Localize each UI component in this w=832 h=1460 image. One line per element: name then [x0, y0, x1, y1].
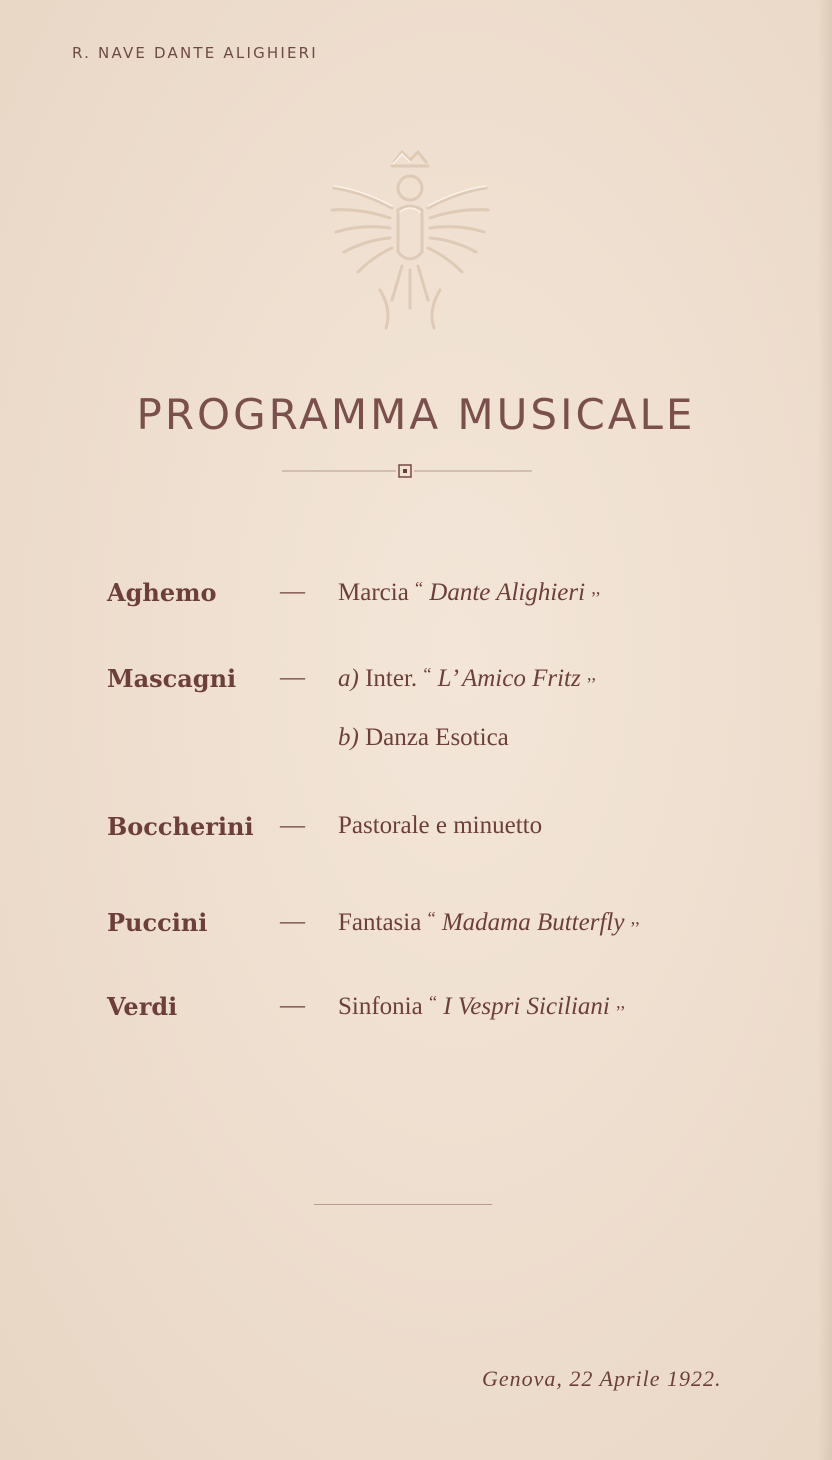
close-quote: ,, [591, 578, 601, 598]
piece-form: Inter. [365, 665, 418, 692]
close-quote: ,, [630, 908, 640, 928]
title-divider-ornament [282, 462, 532, 480]
separator-dash: — [280, 664, 305, 691]
programme-row [0, 724, 832, 764]
work-title: Dante Alighieri [429, 579, 586, 606]
open-quote: “ [415, 578, 424, 598]
programme-row [0, 664, 832, 704]
piece-form: Fantasia [338, 909, 422, 936]
open-quote: “ [423, 664, 432, 684]
piece-form: Danza Esotica [365, 724, 509, 751]
composer-name: Verdi [107, 992, 178, 1021]
work-title: Madama Butterfly [441, 909, 625, 936]
piece-title [338, 812, 542, 840]
place-and-date: Genova, 22 Aprile 1922. [482, 1366, 722, 1391]
close-quote: ,, [586, 664, 596, 684]
piece-title [338, 908, 640, 937]
ship-name: R. NAVE DANTE ALIGHIERI [72, 44, 318, 62]
open-quote: “ [427, 908, 436, 928]
programme-row [0, 908, 832, 948]
programme-row [0, 992, 832, 1032]
close-quote: ,, [616, 992, 626, 1012]
piece-title [338, 578, 600, 607]
piece-form: Pastorale e minuetto [338, 812, 543, 839]
piece-title [338, 724, 509, 752]
composer-name: Aghemo [107, 578, 217, 607]
separator-dash: — [280, 992, 305, 1019]
closing-rule-divider [314, 1204, 492, 1205]
item-marker: b) [338, 724, 359, 751]
programme-row [0, 812, 832, 852]
composer-name: Mascagni [107, 664, 237, 693]
composer-name: Puccini [107, 908, 208, 937]
programme-row [0, 578, 832, 618]
composer-name: Boccherini [107, 812, 254, 841]
separator-dash: — [280, 812, 305, 839]
separator-dash: — [280, 578, 305, 605]
piece-form: Sinfonia [338, 993, 423, 1020]
piece-form: Marcia [338, 579, 409, 606]
item-marker: a) [338, 665, 359, 692]
programme-title: PROGRAMMA MUSICALE [136, 390, 696, 439]
piece-title [338, 992, 625, 1021]
work-title: L’ Amico Fritz [437, 665, 581, 692]
embossed-eagle-crest-icon [322, 140, 498, 340]
separator-dash: — [280, 908, 305, 935]
work-title: I Vespri Siciliani [443, 993, 610, 1020]
piece-title [338, 664, 596, 693]
open-quote: “ [428, 992, 437, 1012]
